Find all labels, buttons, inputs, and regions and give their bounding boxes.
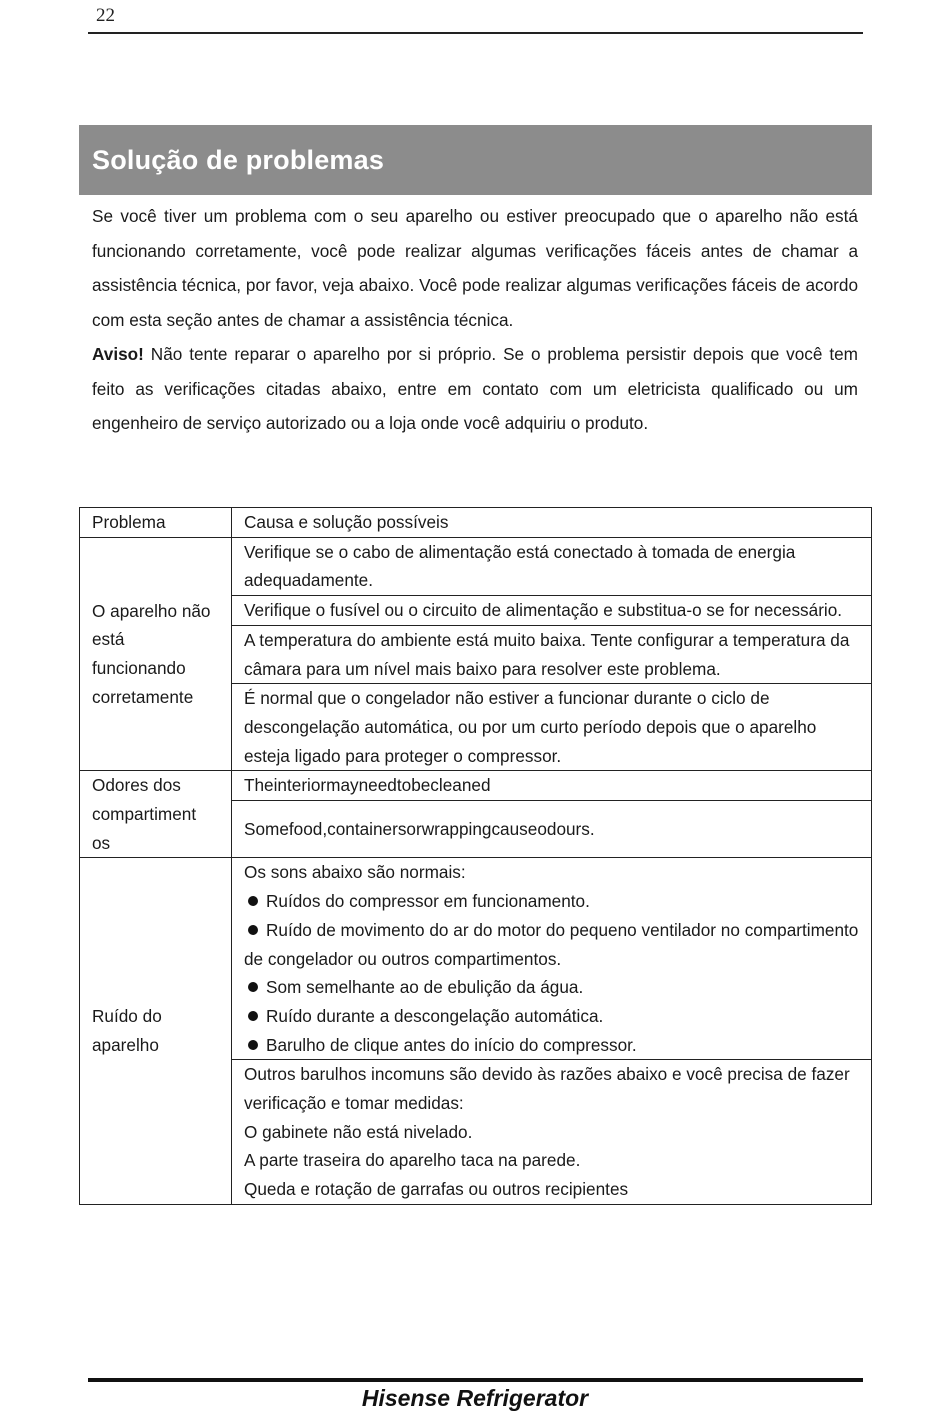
list-item: Ruído durante a descongelação automática. [244, 1002, 859, 1031]
bullet-dot-icon [248, 982, 258, 992]
table-row [80, 771, 872, 801]
footer-brand: Hisense Refrigerator [361, 1385, 589, 1411]
header-cause: Causa e solução possíveis [232, 508, 872, 538]
problem-cell: Odores dos compartiment os [80, 771, 232, 858]
bullet-dot-icon [248, 1040, 258, 1050]
cause-cell: A temperatura do ambiente está muito baixa. Tente configurar a temperatura da câmara para um nível mais baixo para resolver este problema. [232, 625, 872, 683]
cause-cell: Verifique se o cabo de alimentação está conectado à tomada de energia adequadamente. [232, 537, 872, 595]
problem-cell: O aparelho não está funcionando corretamente [80, 537, 232, 771]
table-row [80, 537, 872, 595]
list-item: Ruídos do compressor em funcionamento. [244, 887, 859, 916]
cause-cell: Verifique o fusível ou o circuito de alimentação e substitua-o se for necessário. [232, 596, 872, 626]
section-title-bar [79, 125, 872, 195]
bullet-dot-icon [248, 925, 258, 935]
bottom-divider [88, 1378, 863, 1382]
list-item: Som semelhante ao de ebulição da água. [244, 973, 859, 1002]
cause-cell: Somefood,containersorwrappingcauseodours. [232, 801, 872, 858]
cause-cell-normal-sounds [232, 858, 872, 1060]
normal-sounds-intro: Os sons abaixo são normais: [244, 862, 466, 883]
header-problem: Problema [80, 508, 232, 538]
cause-cell: É normal que o congelador não estiver a funcionar durante o ciclo de descongelação automática, ou por um curto período depois que o aparelho esteja ligado para proteger o compressor. [232, 684, 872, 771]
cause-cell-other-noises [232, 1060, 872, 1205]
bullet-dot-icon [248, 896, 258, 906]
list-item: Queda e rotação de garrafas ou outros recipientes [244, 1179, 629, 1200]
list-item: O gabinete não está nivelado. [244, 1121, 473, 1142]
table-row [80, 858, 872, 1060]
cause-cell: Theinteriormayneedtobecleaned [232, 771, 872, 801]
list-item: A parte traseira do aparelho taca na parede. [244, 1150, 581, 1171]
page-number: 22 [96, 5, 115, 26]
other-noises-intro: Outros barulhos incomuns são devido às razões abaixo e você precisa de fazer verificação e tomar medidas: [244, 1064, 850, 1114]
problem-cell: Ruído do aparelho [80, 858, 232, 1204]
troubleshooting-table [79, 507, 872, 1205]
section-title: Solução de problemas [92, 144, 385, 175]
warning-paragraph [92, 337, 858, 441]
intro-paragraph: Se você tiver um problema com o seu aparelho ou estiver preocupado que o aparelho não está funcionando corretamente, você pode realizar algumas verificações fáceis antes de chamar a assistência técnica, por favor, veja abaixo. Você pode realizar algumas verificações fáceis de acordo com esta seção antes de chamar a assistência técnica. [92, 206, 858, 330]
intro-text [92, 199, 858, 441]
list-item: Ruído de movimento do ar do motor do pequeno ventilador no compartimento de congelador ou outros compartimentos. [244, 919, 859, 969]
warning-label: Aviso! [92, 344, 144, 364]
bullet-dot-icon [248, 1011, 258, 1021]
table-header-row [80, 508, 872, 538]
warning-text: Não tente reparar o aparelho por si próprio. Se o problema persistir depois que você tem feito as verificações citadas abaixo, entre em contato com um eletricista qualificado ou um engenheiro de serviço autorizado ou a loja onde você adquiriu o produto. [92, 344, 858, 433]
top-divider [88, 32, 863, 34]
list-item: Barulho de clique antes do início do compressor. [244, 1031, 859, 1060]
